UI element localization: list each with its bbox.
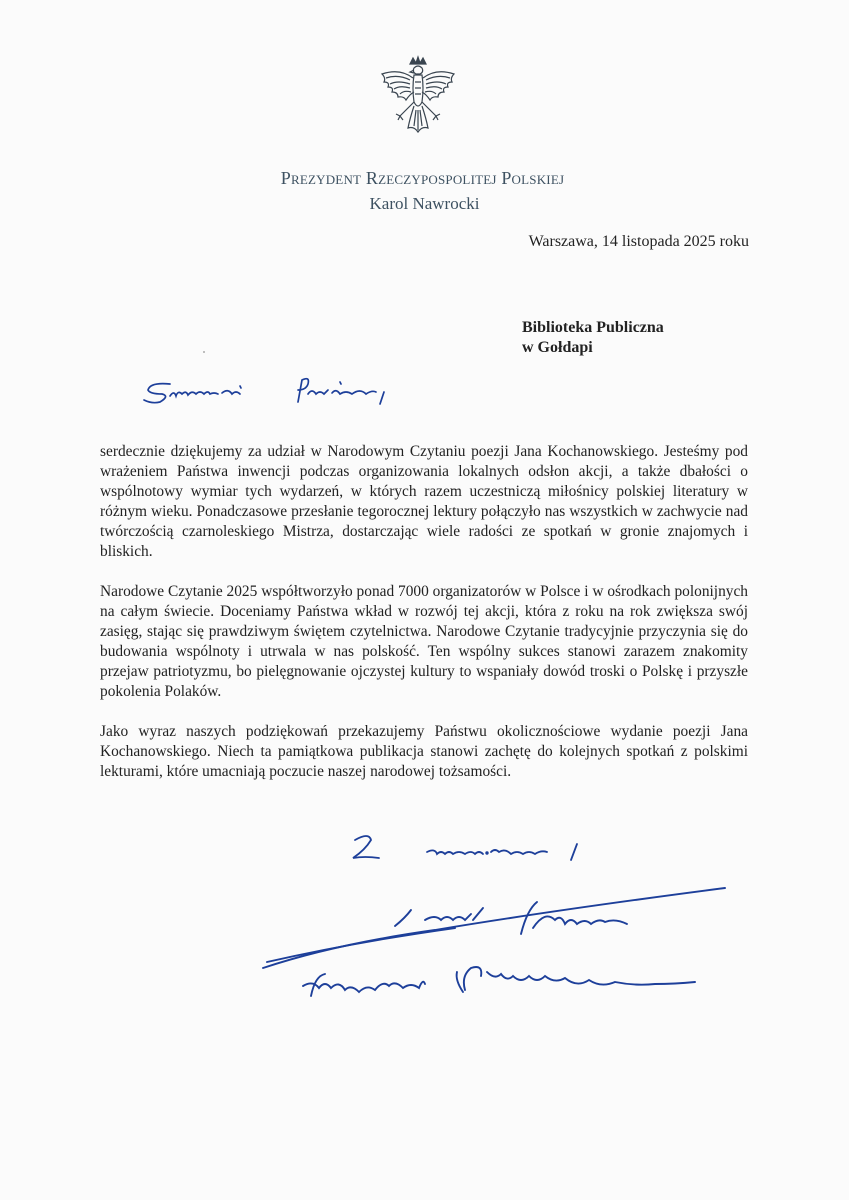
letter-body <box>100 442 748 802</box>
recipient-line-2: w Gołdapi <box>522 339 593 356</box>
recipient-line-1: Biblioteka Publiczna <box>522 319 664 336</box>
president-name: Karol Nawrocki <box>369 194 480 213</box>
paragraph-2: Narodowe Czytanie 2025 współtworzyło ponad 7000 organizatorów w Polsce i w ośrodkach polonijnych na całym świecie. Doceniamy Państwa wkład w rozwój tej akcji, która z roku na rok zwiększa swój zasięg, stając się prawdziwym świętem czytelnictwa. Narodowe Czytanie tradycyjnie przyczynia się do budowania wspólnoty i utrwala w nas polskość. Ten wspólny sukces stanowi zarazem znakomity przejaw patriotyzmu, bo pielęgnowanie ojczystej kultury to wspaniały dowód troski o Polskę i przyszłe pokolenia Polaków. <box>100 583 748 700</box>
salutation-text: Szanowni Państwo, <box>140 410 148 411</box>
paper-speck <box>203 351 205 353</box>
recipient-block <box>522 318 664 358</box>
paragraph-1: serdecznie dziękujemy za udział w Narodowym Czytaniu poezji Jana Kochanowskiego. Jesteśmy pod wrażeniem Państwa inwencji podczas organizowania lokalnych odsłon akcji, a także dbałości o wspólnotowy wymiar tych wydarzeń, w których razem uczestniczą miłośnicy polskiej literatury w różnym wieku. Ponadczasowe przesłanie tegorocznej lektury połączyło nas wszystkich w zachwycie nad twórczością czarnoleskiego Mistrza, dostarczając wiele radości ze spotkań w gronie znajomych i bliskich. <box>100 443 748 560</box>
eagle-emblem-icon <box>370 54 466 150</box>
letter-date: Warszawa, 14 listopada 2025 roku <box>528 233 749 250</box>
handwritten-closing <box>345 828 595 868</box>
office-title: Prezydent Rzeczypospolitej Polskiej <box>280 168 565 188</box>
paragraph-3: Jako wyraz naszych podziękowań przekazujemy Państwu okolicznościowe wydanie poezji Jana Kochanowskiego. Niech ta pamiątkowa publikacja stanowi zachętę do kolejnych spotkań z polskimi lekturami, które umacniają poczucie naszej narodowej tożsamości. <box>100 723 748 780</box>
closing-text: Z szacunkiem, <box>345 866 351 867</box>
handwritten-signature <box>255 880 735 1020</box>
handwritten-salutation <box>140 372 400 412</box>
signature-text: Karol Nawrocki <box>255 1018 262 1019</box>
